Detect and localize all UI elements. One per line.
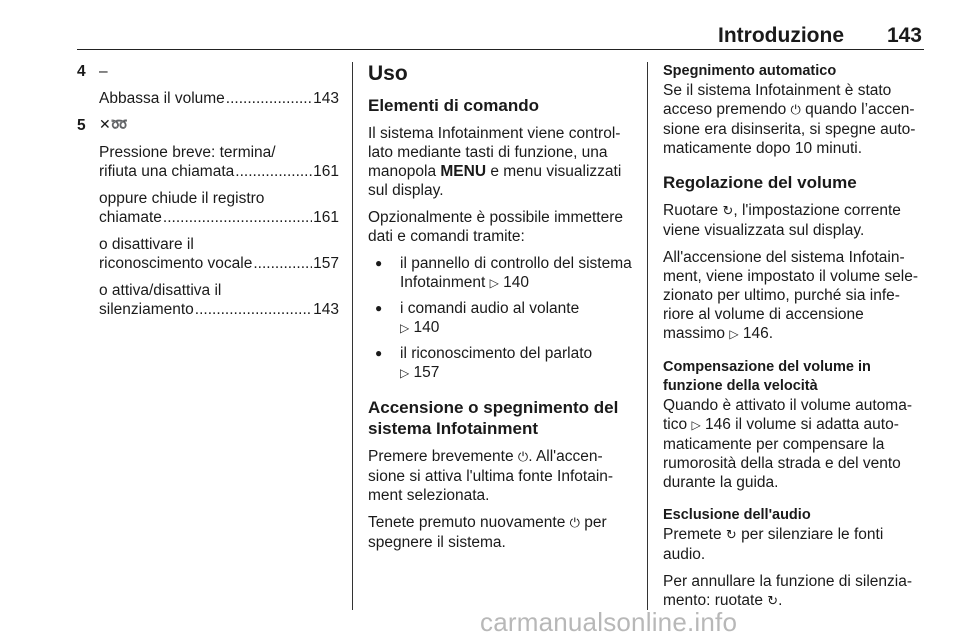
page-number: 143 <box>886 24 922 47</box>
entry-text: Abbassa il volume <box>99 90 225 107</box>
leader-dots <box>253 254 312 273</box>
entry-text: rifiuta una chiamata <box>99 163 235 180</box>
list-item: ● il pannello di controllo del sistema Infotainment ▷ 140 <box>368 254 636 293</box>
paragraph: All'accensione del sistema Infotain-ment, viene impostato il volume sele-zionato per ultimo, purché sia infe-riore al volume di accensione massimo ▷ 146. <box>663 249 919 342</box>
list-item: ● il riconoscimento del parlato ▷ 157 <box>368 344 636 383</box>
paragraph: Opzionalmente è possibile immettere dati e comandi tramite: <box>368 209 624 245</box>
volume-knob-icon: ↻ <box>767 594 779 609</box>
subsection-heading: Regolazione del volume <box>663 173 857 192</box>
column-1 <box>77 62 339 327</box>
leader-dots <box>235 162 312 181</box>
paragraph: Quando è attivato il volume automa-tico ▷ 146 il volume si adatta auto-maticamente per compensare la rumorosità della strada e del vento durante la guida. <box>663 397 912 491</box>
subsection-heading: Elementi di comando <box>368 96 539 115</box>
paragraph: Per annullare la funzione di silenzia-mento: ruotate ↻. <box>663 573 913 609</box>
item-number: 4 <box>77 63 86 80</box>
entry-text: silenziamento <box>99 301 194 318</box>
control-item-4 <box>77 62 339 108</box>
toc-entry <box>99 189 339 227</box>
paragraph: Il sistema Infotainment viene control-lato mediante tasti di funzione, una manopola MENU e menu visualizzati sul display. <box>368 125 622 199</box>
page-ref: 140 <box>413 319 440 336</box>
power-icon: ⏻ <box>517 450 529 465</box>
subsection-heading: Accensione o spegnimento del sistema Infotainment <box>368 398 619 438</box>
column-3 <box>663 62 928 619</box>
entry-line: o attiva/disattiva il <box>99 282 222 299</box>
control-item-5 <box>77 116 339 319</box>
bullet-list <box>368 254 636 383</box>
entry-text: riconoscimento vocale <box>99 255 253 272</box>
list-item: ● i comandi audio al volante ▷ 140 <box>368 299 636 338</box>
reference-arrow-icon: ▷ <box>729 327 739 341</box>
leader-dots <box>226 89 312 108</box>
volume-knob-icon: ↻ <box>725 528 737 543</box>
subsection-heading: Compensazione del volume in funzione della velocità <box>663 359 871 394</box>
volume-knob-icon: ↻ <box>722 204 734 219</box>
column-divider-2 <box>647 62 648 610</box>
paragraph: Tenete premuto nuovamente ⏻ per spegnere il sistema. <box>368 514 607 551</box>
column-divider-1 <box>352 62 353 610</box>
paragraph: Se il sistema Infotainment è stato acceso premendo ⏻ quando l’accen-sione era disinserita, si spegne auto-maticamente dopo 10 minuti. <box>663 82 916 157</box>
leader-dots <box>163 208 312 227</box>
toc-entry <box>99 89 339 108</box>
reference-arrow-icon: ▷ <box>400 321 410 335</box>
entry-line: Pressione breve: termina/ <box>99 144 276 161</box>
page-ref: 143 <box>313 90 339 107</box>
menu-keyword: MENU <box>440 163 487 180</box>
toc-entry <box>99 281 339 319</box>
page-ref: 161 <box>313 163 339 180</box>
toc-entry <box>99 235 339 273</box>
entry-line: o disattivare il <box>99 236 194 253</box>
paragraph: Premete ↻ per silenziare le fonti audio. <box>663 526 884 563</box>
page-ref: 157 <box>313 255 339 272</box>
reference-arrow-icon: ▷ <box>400 366 410 380</box>
reference-arrow-icon: ▷ <box>691 418 701 432</box>
power-icon: ⏻ <box>569 516 580 531</box>
page-ref: 157 <box>413 364 440 381</box>
power-icon: ⏻ <box>790 103 801 118</box>
subsection-heading: Spegnimento automatico <box>663 63 837 79</box>
column-2 <box>368 62 636 560</box>
header-rule <box>77 49 924 50</box>
subsection-heading: Esclusione dell'audio <box>663 507 811 523</box>
page-ref: 140 <box>503 274 530 291</box>
page-ref: 146 <box>742 325 769 342</box>
entry-text: chiamate <box>99 209 162 226</box>
item-symbol: – <box>99 63 108 80</box>
hangup-mute-icon: ✕➿ <box>99 117 129 133</box>
page-ref: 146 <box>704 416 731 433</box>
section-title: Uso <box>368 62 408 85</box>
leader-dots <box>195 300 312 319</box>
paragraph: Premere brevemente ⏻. All'accen-sione si attiva l'ultima fonte Infotain-ment selezionata. <box>368 448 614 504</box>
page-ref: 161 <box>313 209 339 226</box>
page-ref: 143 <box>313 301 339 318</box>
entry-line: oppure chiude il registro <box>99 190 265 207</box>
reference-arrow-icon: ▷ <box>489 276 499 290</box>
paragraph: Ruotare ↻, l'impostazione corrente viene visualizzata sul display. <box>663 202 901 239</box>
item-number: 5 <box>77 117 86 134</box>
header-title: Introduzione <box>718 24 844 47</box>
watermark: carmanualsonline.info <box>480 607 738 637</box>
toc-entry <box>99 143 339 181</box>
